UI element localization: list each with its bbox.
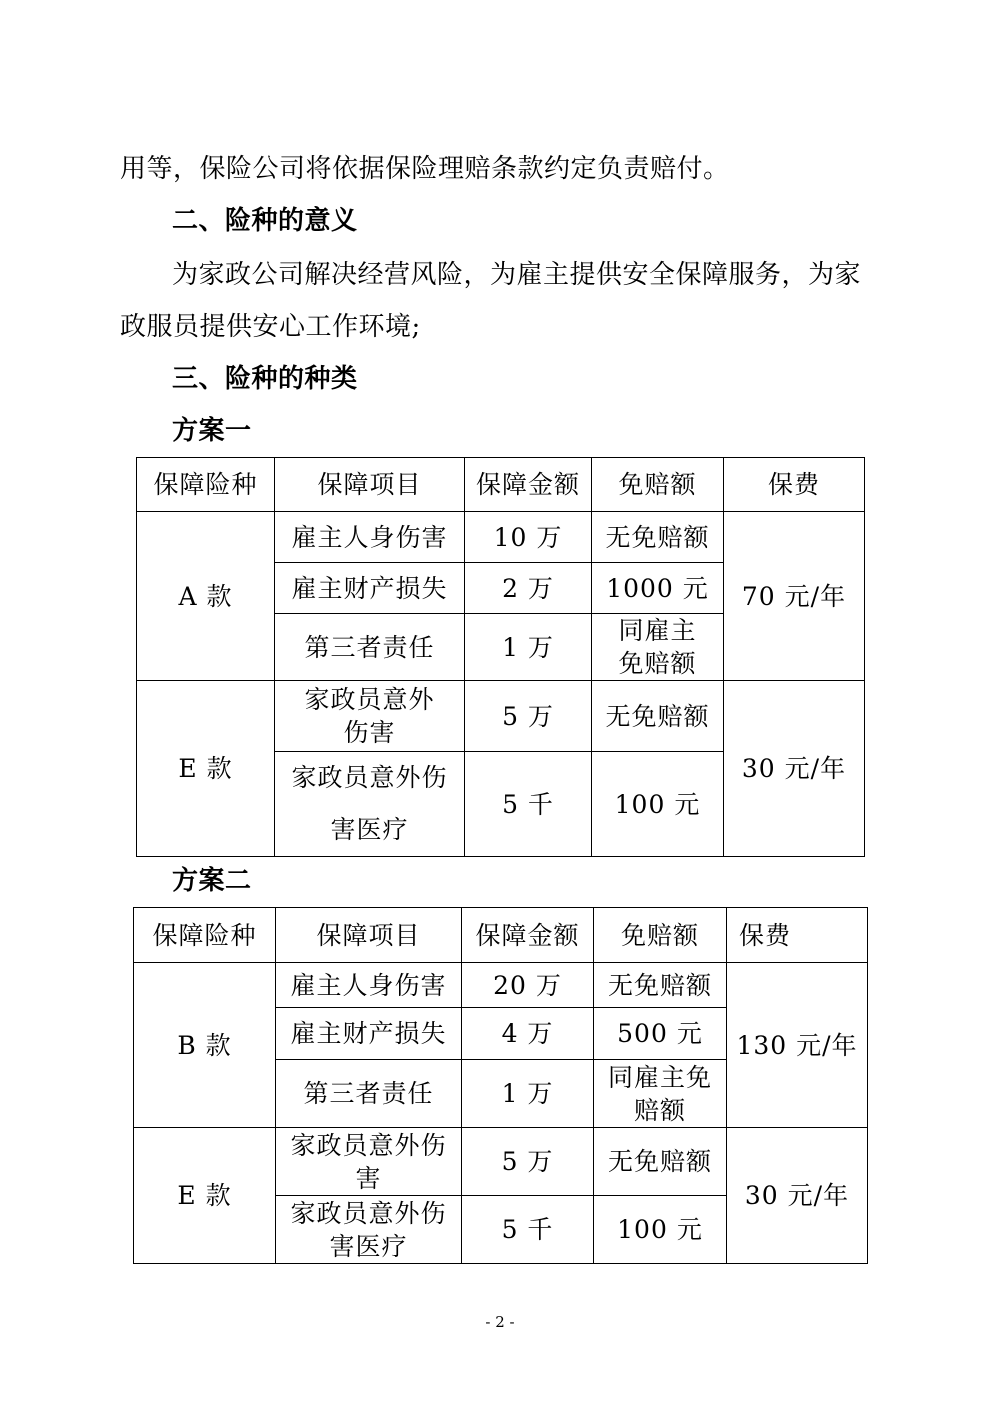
coverage-item-cell: 雇主财产损失: [276, 1008, 462, 1060]
coverage-item-cell: 第三者责任: [275, 614, 465, 681]
coverage-type-cell: E 款: [137, 681, 275, 857]
table-row: [134, 963, 868, 1008]
coverage-amount-cell: 20 万: [462, 963, 594, 1008]
significance-paragraph-line-2: 政服员提供安心工作环境;: [120, 312, 421, 342]
header-cell: 保障金额: [462, 908, 594, 963]
deductible-line: 免赔额: [618, 649, 697, 678]
header-cell: 保障金额: [465, 458, 592, 512]
coverage-item-cell: [276, 1128, 462, 1196]
coverage-item-line: 害: [355, 1163, 382, 1193]
plan1-table: [136, 457, 865, 857]
header-cell: 免赔额: [594, 908, 727, 963]
coverage-amount-cell: 5 千: [462, 1196, 594, 1264]
coverage-item-cell: 雇主人身伤害: [276, 963, 462, 1008]
page-number: - 2 -: [485, 1313, 515, 1331]
section-heading-types: 三、险种的种类: [172, 364, 358, 394]
coverage-item-cell: [275, 681, 465, 752]
table-header-row: [137, 458, 865, 512]
coverage-item-line: 家政员意外伤: [291, 763, 448, 792]
coverage-item-line: 家政员意外伤: [290, 1130, 447, 1160]
deductible-cell: 无免赔额: [594, 1128, 727, 1196]
coverage-amount-cell: 1 万: [462, 1060, 594, 1128]
header-cell: 免赔额: [592, 458, 724, 512]
deductible-cell: 1000 元: [592, 563, 724, 614]
coverage-item-line: 害医疗: [330, 815, 409, 844]
plan2-table: [133, 907, 868, 1264]
coverage-item-cell: 雇主人身伤害: [275, 512, 465, 563]
deductible-line: 同雇主免: [607, 1062, 712, 1092]
paragraph-continuation: 用等，保险公司将依据保险理赔条款约定负责赔付。: [120, 154, 730, 184]
coverage-item-cell: 雇主财产损失: [275, 563, 465, 614]
table-header-row: [134, 908, 868, 963]
coverage-amount-cell: 10 万: [465, 512, 592, 563]
coverage-amount-cell: 1 万: [465, 614, 592, 681]
coverage-type-cell: A 款: [137, 512, 275, 681]
premium-cell: 70 元/年: [724, 512, 865, 681]
deductible-cell: 500 元: [594, 1008, 727, 1060]
coverage-item-cell: 第三者责任: [276, 1060, 462, 1128]
coverage-item-cell: [276, 1196, 462, 1264]
table-row: [134, 1128, 868, 1196]
premium-cell: 130 元/年: [727, 963, 868, 1128]
coverage-amount-cell: 5 万: [465, 681, 592, 752]
deductible-cell: 无免赔额: [592, 681, 724, 752]
deductible-cell: 无免赔额: [592, 512, 724, 563]
deductible-cell: [594, 1060, 727, 1128]
section-heading-significance: 二、险种的意义: [172, 206, 358, 236]
table-row: [137, 681, 865, 752]
plan1-title: 方案一: [172, 416, 252, 446]
deductible-line: 同雇主: [618, 616, 697, 645]
header-cell: 保费: [724, 458, 865, 512]
deductible-cell: 100 元: [592, 752, 724, 857]
coverage-amount-cell: 4 万: [462, 1008, 594, 1060]
header-cell: 保障项目: [276, 908, 462, 963]
deductible-cell: 无免赔额: [594, 963, 727, 1008]
header-cell: 保费: [727, 908, 868, 963]
coverage-item-line: 家政员意外伤: [290, 1198, 447, 1228]
plan2-title: 方案二: [172, 866, 252, 896]
table-row: [137, 512, 865, 563]
deductible-cell: [592, 614, 724, 681]
header-cell: 保障项目: [275, 458, 465, 512]
premium-cell: 30 元/年: [727, 1128, 868, 1264]
premium-cell: 30 元/年: [724, 681, 865, 857]
deductible-cell: 100 元: [594, 1196, 727, 1264]
header-cell: 保障险种: [134, 908, 276, 963]
coverage-amount-cell: 5 万: [462, 1128, 594, 1196]
coverage-item-line: 家政员意外: [304, 685, 435, 714]
coverage-item-line: 伤害: [343, 718, 396, 747]
coverage-amount-cell: 5 千: [465, 752, 592, 857]
header-cell: 保障险种: [137, 458, 275, 512]
coverage-item-cell: [275, 752, 465, 857]
coverage-item-line: 害医疗: [329, 1231, 408, 1261]
coverage-amount-cell: 2 万: [465, 563, 592, 614]
coverage-type-cell: E 款: [134, 1128, 276, 1264]
significance-paragraph-line-1: 为家政公司解决经营风险，为雇主提供安全保障服务，为家: [172, 260, 862, 290]
coverage-type-cell: B 款: [134, 963, 276, 1128]
deductible-line: 赔额: [633, 1095, 686, 1125]
